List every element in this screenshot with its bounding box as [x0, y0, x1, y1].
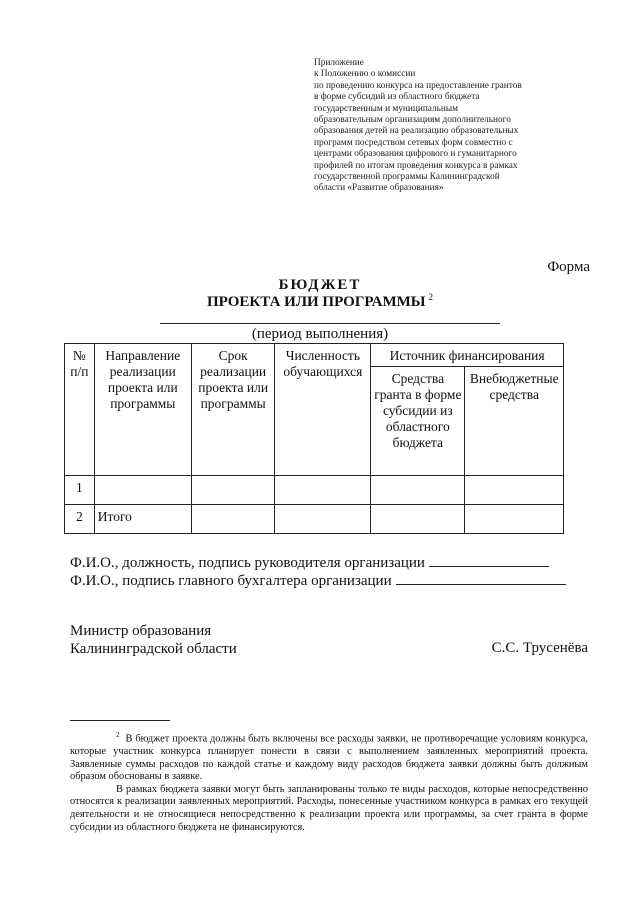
row-num: 2: [65, 505, 95, 534]
appendix-line: образования детей на реализацию образовательных: [314, 126, 519, 137]
header-source: Источник финансирования: [371, 344, 564, 367]
footnote: [70, 729, 588, 834]
footnote-text: В бюджет проекта должны быть включены все расходы заявки, не противоречащие условиям конкурса, которые участник конкурса планирует понести в связи с выполнением заявленных мероприятий проекта. Заявленные суммы расходов по каждой статье и каждому виду расходов бюджета заявки должны быть должным образом обоснованы в заявке.: [70, 733, 588, 783]
appendix-line: к Положению о комиссии: [314, 69, 416, 80]
appendix-line: профилей по итогам проведения конкурса в рамках: [314, 160, 518, 171]
footnote-mark: 2: [116, 731, 120, 739]
accountant-signature-line: [70, 570, 566, 590]
appendix-line: в форме субсидий из областного бюджета: [314, 92, 480, 103]
row-num: 1: [65, 476, 95, 505]
head-signature-blank: [429, 552, 549, 567]
row-term-cell: [191, 505, 275, 534]
accountant-signature-blank: [396, 570, 566, 585]
form-label: Форма: [547, 259, 590, 275]
appendix-line: программ посредством сетевых форм совместно с: [314, 137, 513, 148]
header-term: Срок реализации проекта или программы: [191, 344, 275, 476]
row-count-cell: [275, 476, 371, 505]
footnote-paragraph: [70, 729, 588, 784]
row-count-cell: [275, 505, 371, 534]
minister-line: Министр образования: [70, 623, 212, 639]
header-count: Численность обучающихся: [275, 344, 371, 476]
header-extra: Внебюджетные средства: [465, 367, 564, 476]
accountant-signature-label: Ф.И.О., подпись главного бухгалтера организации: [70, 573, 392, 589]
footnote-divider: [70, 720, 170, 721]
footnote-reference: 2: [428, 292, 433, 302]
appendix-block: [314, 58, 576, 195]
appendix-line: центрами образования цифрового и гуманитарного: [314, 149, 517, 160]
row-extra-cell: [465, 505, 564, 534]
appendix-line: области «Развитие образования»: [314, 183, 444, 194]
minister-title: [70, 622, 237, 658]
header-direction: Направление реализации проекта или программы: [94, 344, 191, 476]
table-row: [65, 476, 564, 505]
header-num: № п/п: [65, 344, 95, 476]
row-grant-cell: [371, 476, 465, 505]
appendix-line: по проведению конкурса на предоставление грантов: [314, 80, 522, 91]
appendix-line: государственной программы Калининградской: [314, 172, 500, 183]
document-title: БЮДЖЕТ: [278, 277, 362, 293]
row-extra-cell: [465, 476, 564, 505]
row-grant-cell: [371, 505, 465, 534]
header-row: [65, 344, 564, 367]
footnote-paragraph: В рамках бюджета заявки могут быть запланированы только те виды расходов, которые непосредственно относятся к реализации заявленных мероприятий. Расходы, понесенные участником конкурса в рамках его текущей деятельности и не относящиеся непосредственно к реализации проекта или программы, за счет гранта в форме субсидии из областного бюджета не финансируются.: [70, 783, 588, 833]
minister-line: Калининградской области: [70, 641, 237, 657]
head-signature-label: Ф.И.О., должность, подпись руководителя организации: [70, 555, 425, 571]
row-direction-cell: [94, 476, 191, 505]
appendix-line: образовательным организациям дополнительного: [314, 115, 511, 126]
row-total-label: Итого: [94, 505, 191, 534]
period-label: (период выполнения): [251, 326, 389, 342]
appendix-line: государственным и муниципальным: [314, 103, 458, 114]
subtitle-text: ПРОЕКТА ИЛИ ПРОГРАММЫ: [207, 294, 426, 310]
minister-name: С.С. Трусенёва: [491, 640, 588, 656]
budget-table: [64, 343, 564, 534]
table-row: [65, 505, 564, 534]
document-subtitle: [0, 292, 640, 311]
appendix-line: Приложение: [314, 58, 364, 68]
row-term-cell: [191, 476, 275, 505]
header-grant: Средства гранта в форме субсидии из областного бюджета: [371, 367, 465, 476]
period-blank-line: [160, 323, 500, 324]
head-signature-line: [70, 552, 549, 572]
